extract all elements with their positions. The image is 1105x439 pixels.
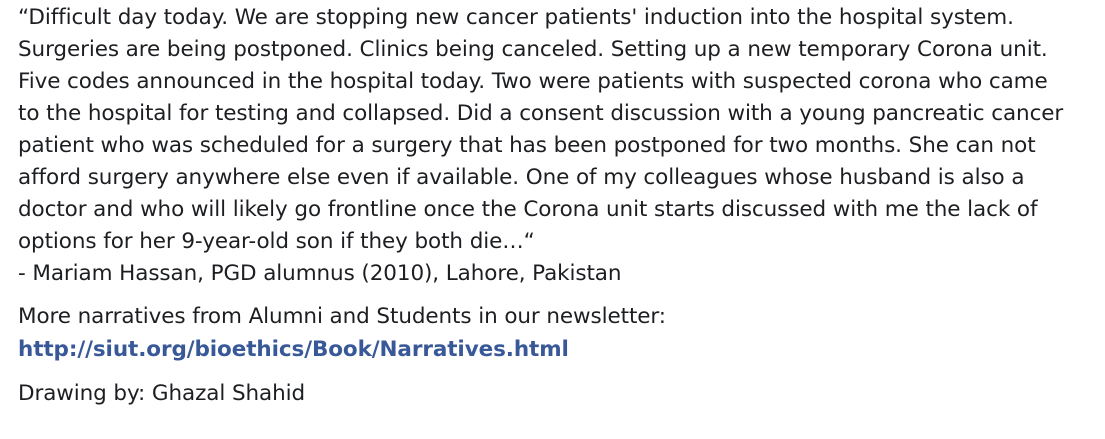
paragraph-spacer <box>18 367 1098 378</box>
newsletter-text: More narratives from Alumni and Students in our newsletter: <box>18 304 666 329</box>
quote-line: Surgeries are being postponed. Clinics being canceled. Setting up a new temporary Corona unit. <box>18 37 1048 62</box>
quote-paragraph <box>18 2 1098 290</box>
quote-line: options for her 9-year-old son if they both die…“ <box>18 229 535 254</box>
quote-line: “Difficult day today. We are stopping new cancer patients' induction into the hospital system. <box>18 5 1014 30</box>
paragraph-spacer <box>18 290 1098 301</box>
quote-line: afford surgery anywhere else even if available. One of my colleagues whose husband is also a <box>18 165 1025 190</box>
credit-paragraph <box>18 378 1098 410</box>
newsletter-link[interactable]: http://siut.org/bioethics/Book/Narratives.html <box>18 337 569 362</box>
post-text <box>18 2 1098 410</box>
attribution: - Mariam Hassan, PGD alumnus (2010), Lahore, Pakistan <box>18 261 622 286</box>
quote-line: Five codes announced in the hospital today. Two were patients with suspected corona who came <box>18 69 1048 94</box>
drawing-credit: Drawing by: Ghazal Shahid <box>18 381 306 406</box>
quote-line: patient who was scheduled for a surgery that has been postponed for two months. She can not <box>18 133 1036 158</box>
newsletter-paragraph <box>18 301 1098 367</box>
quote-line: doctor and who will likely go frontline once the Corona unit starts discussed with me the lack of <box>18 197 1038 222</box>
quote-line: to the hospital for testing and collapsed. Did a consent discussion with a young pancreatic cancer <box>18 101 1064 126</box>
